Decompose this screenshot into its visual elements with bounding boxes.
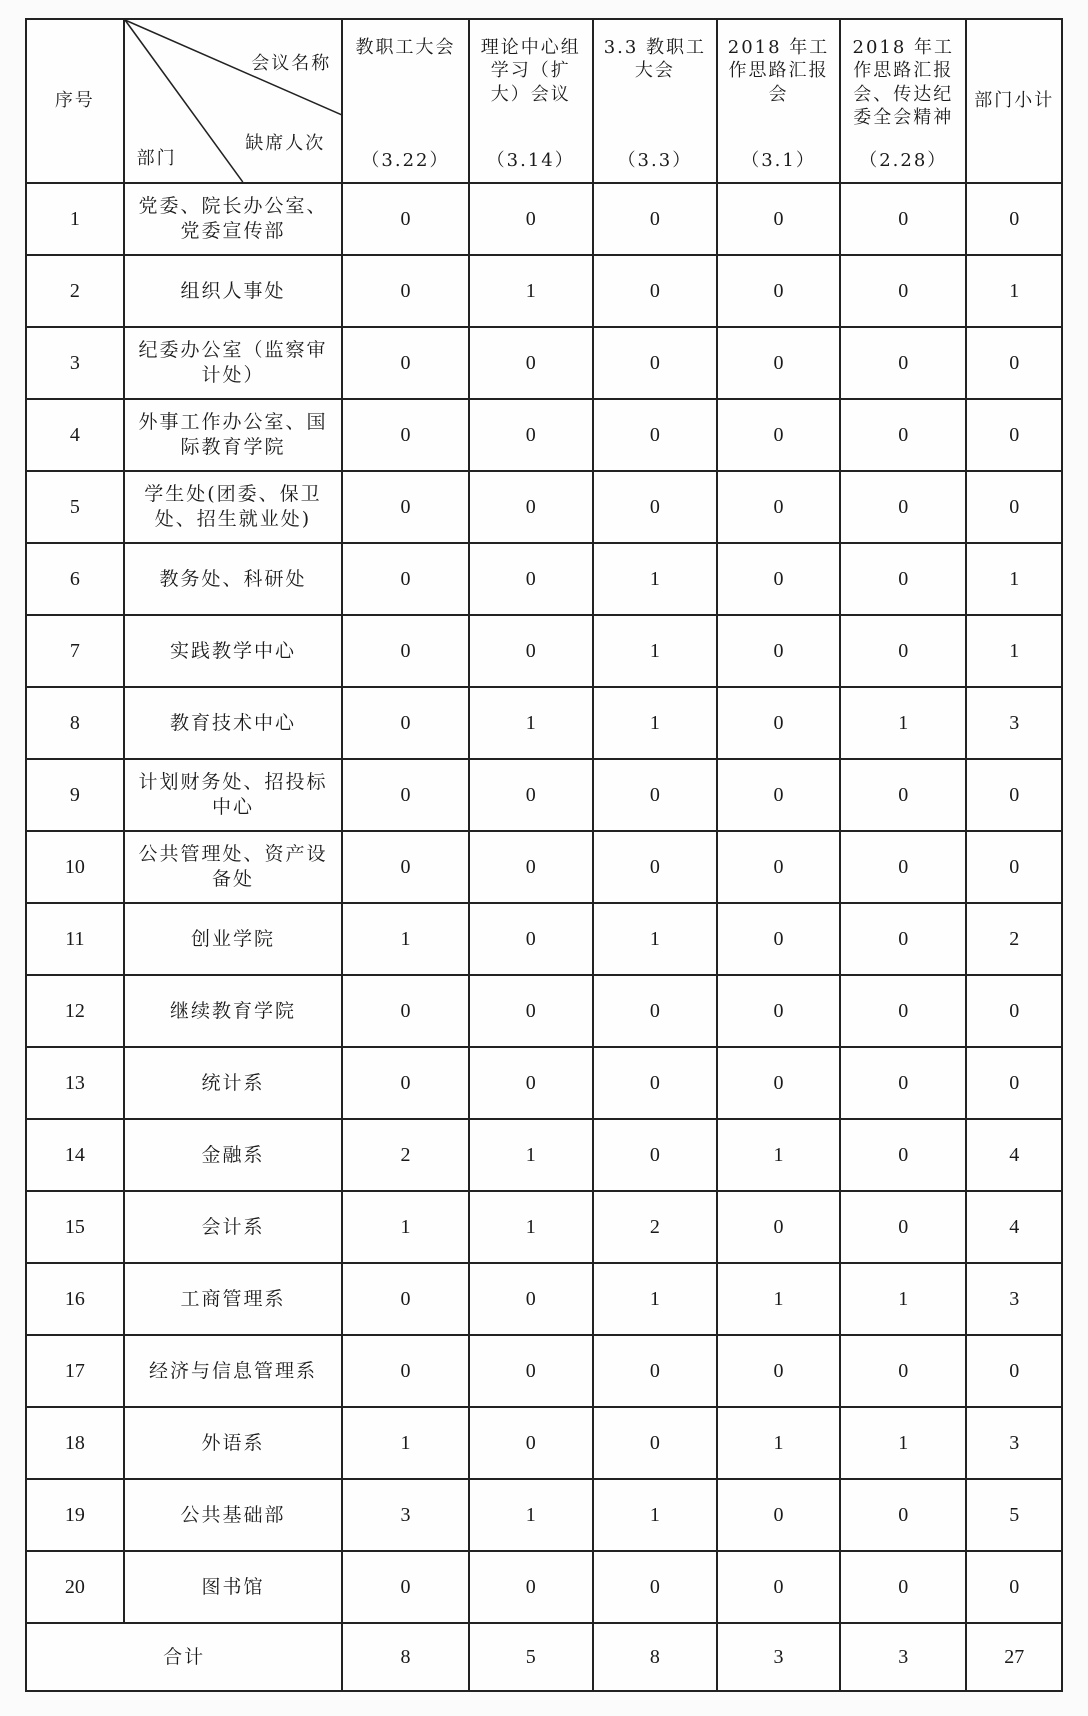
absence-count: 0 (717, 1047, 840, 1119)
table-row (26, 255, 1062, 327)
absence-count: 0 (469, 903, 593, 975)
row-department: 经济与信息管理系 (124, 1335, 343, 1407)
meeting-name-label: 会议名称 (251, 53, 332, 74)
absence-count: 0 (469, 183, 593, 255)
absence-count: 2 (342, 1119, 468, 1191)
absence-count: 0 (342, 183, 468, 255)
absence-count: 0 (469, 1407, 593, 1479)
meeting-title: 3.3 教职工大会 (603, 37, 707, 82)
row-subtotal: 3 (966, 1263, 1062, 1335)
row-department: 创业学院 (124, 903, 343, 975)
row-seq: 12 (26, 975, 124, 1047)
grand-total: 27 (966, 1623, 1062, 1691)
absence-count: 0 (342, 615, 468, 687)
meeting-title: 理论中心组学习（扩大）会议 (480, 37, 581, 105)
absence-count: 0 (840, 327, 966, 399)
absence-count: 0 (717, 255, 840, 327)
meeting-header (342, 19, 468, 183)
row-department: 继续教育学院 (124, 975, 343, 1047)
row-subtotal: 0 (966, 1551, 1062, 1623)
absence-count: 1 (717, 1119, 840, 1191)
table-row (26, 1047, 1062, 1119)
absence-count: 0 (717, 759, 840, 831)
absence-count: 0 (717, 975, 840, 1047)
absence-count: 0 (342, 399, 468, 471)
row-subtotal: 0 (966, 471, 1062, 543)
absence-count: 1 (593, 1263, 717, 1335)
absence-count: 0 (342, 1551, 468, 1623)
table-row (26, 399, 1062, 471)
row-subtotal: 4 (966, 1191, 1062, 1263)
absence-count: 0 (469, 1263, 593, 1335)
row-department: 教育技术中心 (124, 687, 343, 759)
table-row (26, 1479, 1062, 1551)
absence-count: 0 (469, 543, 593, 615)
row-subtotal: 5 (966, 1479, 1062, 1551)
row-seq: 15 (26, 1191, 124, 1263)
row-subtotal: 0 (966, 831, 1062, 903)
absence-count: 1 (593, 615, 717, 687)
absence-count: 1 (593, 1479, 717, 1551)
table-row (26, 903, 1062, 975)
absence-count: 0 (593, 399, 717, 471)
table-row (26, 831, 1062, 903)
row-seq: 11 (26, 903, 124, 975)
row-seq: 9 (26, 759, 124, 831)
absence-count: 1 (593, 687, 717, 759)
absence-count: 0 (469, 831, 593, 903)
absence-count: 0 (717, 543, 840, 615)
meeting-title: 2018 年工作思路汇报会 (727, 37, 830, 105)
row-department: 公共管理处、资产设备处 (124, 831, 343, 903)
row-seq: 8 (26, 687, 124, 759)
meeting-title: 教职工大会 (355, 37, 456, 58)
absence-count: 0 (342, 687, 468, 759)
absence-count: 0 (593, 1119, 717, 1191)
absence-count: 0 (717, 687, 840, 759)
row-seq: 17 (26, 1335, 124, 1407)
absence-count: 1 (717, 1407, 840, 1479)
row-subtotal: 0 (966, 1335, 1062, 1407)
meeting-date: （3.22） (361, 149, 450, 171)
table-row (26, 975, 1062, 1047)
header-row (26, 19, 1062, 183)
absence-count: 0 (342, 831, 468, 903)
row-department: 组织人事处 (124, 255, 343, 327)
total-cell: 8 (342, 1623, 468, 1691)
row-seq: 6 (26, 543, 124, 615)
absence-count: 1 (469, 1191, 593, 1263)
row-seq: 4 (26, 399, 124, 471)
table-row (26, 471, 1062, 543)
row-subtotal: 0 (966, 399, 1062, 471)
absence-count: 0 (593, 327, 717, 399)
absence-count: 0 (342, 1335, 468, 1407)
table-row (26, 543, 1062, 615)
absence-count: 0 (342, 1047, 468, 1119)
absence-count: 2 (593, 1191, 717, 1263)
meeting-date: （3.3） (617, 149, 693, 171)
absence-count: 0 (469, 615, 593, 687)
absence-count: 0 (840, 1551, 966, 1623)
row-department: 统计系 (124, 1047, 343, 1119)
absence-count: 0 (469, 399, 593, 471)
row-seq: 18 (26, 1407, 124, 1479)
absence-count: 1 (840, 687, 966, 759)
absence-count: 0 (593, 1335, 717, 1407)
row-seq: 3 (26, 327, 124, 399)
row-seq: 13 (26, 1047, 124, 1119)
row-subtotal: 1 (966, 543, 1062, 615)
table-row (26, 1263, 1062, 1335)
absence-count: 0 (593, 831, 717, 903)
absence-count: 0 (717, 399, 840, 471)
absence-count: 0 (840, 1191, 966, 1263)
absence-count: 1 (717, 1263, 840, 1335)
table-row (26, 183, 1062, 255)
absence-count: 0 (717, 183, 840, 255)
total-cell: 3 (840, 1623, 966, 1691)
absence-count: 1 (469, 1479, 593, 1551)
absence-count: 0 (717, 1479, 840, 1551)
meeting-header (593, 19, 717, 183)
absence-count: 0 (840, 903, 966, 975)
absence-count: 0 (840, 1479, 966, 1551)
absence-count: 0 (840, 543, 966, 615)
row-department: 实践教学中心 (124, 615, 343, 687)
absence-count: 0 (593, 471, 717, 543)
absence-count: 1 (342, 1407, 468, 1479)
absence-count: 0 (469, 471, 593, 543)
row-seq: 1 (26, 183, 124, 255)
absence-count: 0 (840, 831, 966, 903)
absence-count: 0 (469, 1335, 593, 1407)
row-seq: 5 (26, 471, 124, 543)
row-subtotal: 1 (966, 615, 1062, 687)
table-row (26, 1551, 1062, 1623)
table-row (26, 615, 1062, 687)
absence-count: 1 (593, 543, 717, 615)
absence-count: 0 (840, 615, 966, 687)
row-subtotal: 1 (966, 255, 1062, 327)
total-cell: 5 (469, 1623, 593, 1691)
table-row (26, 1335, 1062, 1407)
absence-count: 0 (717, 831, 840, 903)
meeting-header (840, 19, 966, 183)
table-row (26, 1191, 1062, 1263)
absence-count: 1 (593, 903, 717, 975)
absence-count: 0 (593, 255, 717, 327)
row-subtotal: 2 (966, 903, 1062, 975)
absence-count: 0 (840, 255, 966, 327)
row-department: 公共基础部 (124, 1479, 343, 1551)
total-label: 合计 (26, 1623, 342, 1691)
row-subtotal: 0 (966, 975, 1062, 1047)
absence-count: 0 (342, 975, 468, 1047)
absence-count: 0 (593, 183, 717, 255)
absence-count: 0 (593, 975, 717, 1047)
absence-count: 1 (469, 255, 593, 327)
row-department: 教务处、科研处 (124, 543, 343, 615)
row-department: 党委、院长办公室、党委宣传部 (124, 183, 343, 255)
subtotal-header: 部门小计 (966, 19, 1062, 183)
absence-count: 0 (840, 975, 966, 1047)
absence-count: 1 (469, 687, 593, 759)
absence-count: 0 (593, 1407, 717, 1479)
absence-count: 1 (469, 1119, 593, 1191)
row-subtotal: 0 (966, 327, 1062, 399)
department-label: 部门 (136, 147, 177, 169)
row-department: 会计系 (124, 1191, 343, 1263)
absence-count: 0 (840, 183, 966, 255)
absence-count: 0 (717, 327, 840, 399)
meeting-header (469, 19, 593, 183)
absence-count: 0 (717, 1191, 840, 1263)
row-department: 计划财务处、招投标中心 (124, 759, 343, 831)
absence-count: 1 (342, 1191, 468, 1263)
absence-count: 1 (840, 1263, 966, 1335)
absence-count: 3 (342, 1479, 468, 1551)
row-department: 纪委办公室（监察审计处） (124, 327, 343, 399)
absence-count: 0 (717, 1551, 840, 1623)
table-body (26, 183, 1062, 1623)
absence-count: 0 (593, 1047, 717, 1119)
attendance-sheet (25, 18, 1063, 1692)
row-department: 学生处(团委、保卫处、招生就业处) (124, 471, 343, 543)
absence-count: 0 (840, 1335, 966, 1407)
absence-count: 0 (840, 1119, 966, 1191)
absence-count: 0 (469, 327, 593, 399)
absence-count: 1 (840, 1407, 966, 1479)
row-department: 外事工作办公室、国际教育学院 (124, 399, 343, 471)
row-seq: 20 (26, 1551, 124, 1623)
absence-count: 0 (342, 1263, 468, 1335)
table-row (26, 327, 1062, 399)
absence-count: 0 (840, 471, 966, 543)
row-subtotal: 3 (966, 687, 1062, 759)
total-row (26, 1623, 1062, 1691)
absence-count: 1 (342, 903, 468, 975)
absence-count: 0 (342, 471, 468, 543)
absence-count: 0 (840, 759, 966, 831)
absence-count: 0 (342, 327, 468, 399)
table-row (26, 687, 1062, 759)
absence-count: 0 (593, 1551, 717, 1623)
absence-count: 0 (342, 543, 468, 615)
table-row (26, 1119, 1062, 1191)
absence-count: 0 (717, 903, 840, 975)
row-seq: 10 (26, 831, 124, 903)
row-department: 外语系 (124, 1407, 343, 1479)
total-cell: 3 (717, 1623, 840, 1691)
meeting-header (717, 19, 840, 183)
absence-count: 0 (840, 399, 966, 471)
absence-count: 0 (593, 759, 717, 831)
absences-label: 缺席人次 (245, 133, 326, 154)
absence-count: 0 (342, 759, 468, 831)
row-subtotal: 0 (966, 183, 1062, 255)
meeting-date: （2.28） (859, 149, 948, 171)
absence-count: 0 (469, 759, 593, 831)
absence-count: 0 (469, 1047, 593, 1119)
absence-count: 0 (469, 975, 593, 1047)
meeting-date: （3.1） (741, 149, 816, 171)
absence-count: 0 (342, 255, 468, 327)
row-subtotal: 4 (966, 1119, 1062, 1191)
absence-count: 0 (717, 615, 840, 687)
meeting-date: （3.14） (486, 149, 575, 171)
row-subtotal: 0 (966, 759, 1062, 831)
absence-count: 0 (840, 1047, 966, 1119)
seq-header: 序号 (26, 19, 124, 183)
diagonal-header-cell (124, 19, 343, 183)
absence-count: 0 (717, 1335, 840, 1407)
row-department: 金融系 (124, 1119, 343, 1191)
total-cell: 8 (593, 1623, 717, 1691)
row-seq: 19 (26, 1479, 124, 1551)
absence-count: 0 (717, 471, 840, 543)
row-department: 工商管理系 (124, 1263, 343, 1335)
row-seq: 14 (26, 1119, 124, 1191)
absence-table (25, 18, 1063, 1692)
table-row (26, 759, 1062, 831)
row-seq: 2 (26, 255, 124, 327)
row-subtotal: 0 (966, 1047, 1062, 1119)
row-seq: 16 (26, 1263, 124, 1335)
absence-count: 0 (469, 1551, 593, 1623)
row-department: 图书馆 (124, 1551, 343, 1623)
row-seq: 7 (26, 615, 124, 687)
table-row (26, 1407, 1062, 1479)
row-subtotal: 3 (966, 1407, 1062, 1479)
meeting-title: 2018 年工作思路汇报会、传达纪委全会精神 (852, 37, 955, 129)
